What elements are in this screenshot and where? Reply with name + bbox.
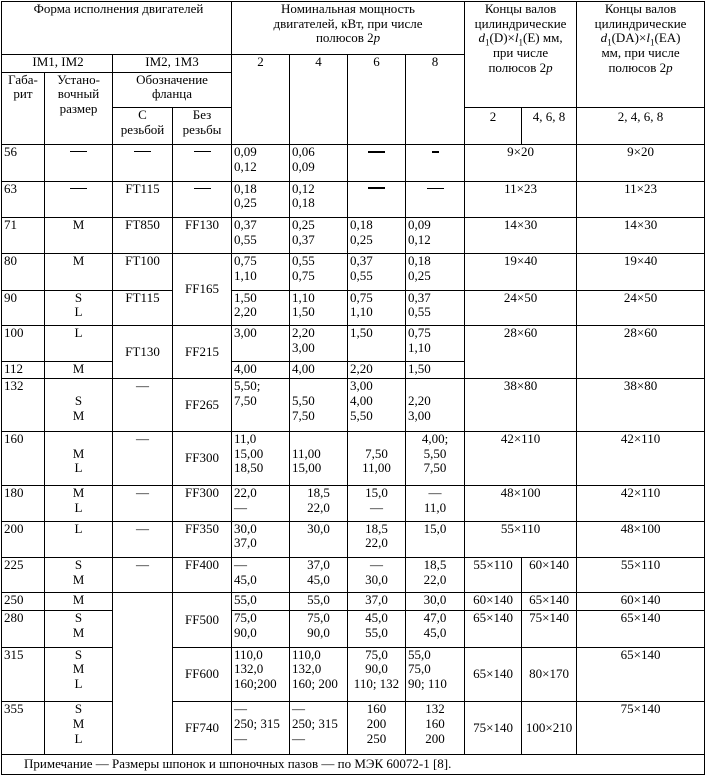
power-2-cell: 5,50; 7,50 bbox=[232, 379, 290, 431]
shaft-im2-cell: 11×23 bbox=[577, 181, 705, 217]
frame-cell: 250 bbox=[2, 593, 45, 611]
power-header: Номинальная мощность двигателей, кВт, при числе полюсов 2p bbox=[232, 2, 465, 55]
shaft-468-cell: 60×140 bbox=[522, 557, 577, 592]
frame-cell: 355 bbox=[2, 702, 45, 754]
power-6-cell bbox=[348, 181, 406, 217]
shaft-im2-cell: 14×30 bbox=[577, 217, 705, 253]
power-8-cell: 132 160 200 bbox=[406, 702, 465, 754]
threaded-header: С резьбой bbox=[113, 107, 173, 144]
frame-cell: 56 bbox=[2, 145, 45, 181]
table-row bbox=[2, 254, 705, 290]
frame-cell: 63 bbox=[2, 181, 45, 217]
mount-cell: S M L bbox=[45, 702, 113, 754]
poles-6-header: 6 bbox=[348, 55, 406, 145]
mount-cell: S M L bbox=[45, 647, 113, 701]
shaft-cell: 11×23 bbox=[465, 181, 577, 217]
mount-cell: M L bbox=[45, 431, 113, 485]
power-4-cell: 0,12 0,18 bbox=[290, 181, 348, 217]
power-4-cell: 2,20 3,00 bbox=[290, 325, 348, 361]
frame-cell: 112 bbox=[2, 362, 45, 379]
unthreaded-cell: FF600 bbox=[173, 647, 232, 701]
power-6-cell: 75,0 90,0 110; 132 bbox=[348, 647, 406, 701]
power-6-cell: 18,5 22,0 bbox=[348, 521, 406, 557]
power-2-cell: 22,0 — bbox=[232, 486, 290, 521]
threaded-cell bbox=[113, 145, 173, 181]
power-4-cell: 0,25 0,37 bbox=[290, 217, 348, 253]
frame-size-header: Габа- рит bbox=[2, 72, 45, 145]
shaft-im2-cell: 38×80 bbox=[577, 379, 705, 431]
table-row bbox=[2, 290, 705, 325]
power-8-cell: 0,75 1,10 bbox=[406, 325, 465, 361]
power-6-cell: 37,0 bbox=[348, 593, 406, 611]
mount-cell: M bbox=[45, 217, 113, 253]
shaft-2-cell: 65×140 bbox=[465, 647, 522, 701]
poles-4-header: 4 bbox=[290, 55, 348, 145]
table-row bbox=[2, 754, 705, 774]
power-6-cell bbox=[348, 145, 406, 181]
shaft-2-cell: 55×110 bbox=[465, 557, 522, 592]
shaft-cell: 38×80 bbox=[465, 379, 577, 431]
power-2-cell: 110,0 132,0 160;200 bbox=[232, 647, 290, 701]
table-note: Примечание — Размеры шпонок и шпоночных пазов — по МЭК 60072-1 [8]. bbox=[2, 754, 705, 774]
frame-cell: 90 bbox=[2, 290, 45, 325]
power-4-cell: 37,0 45,0 bbox=[290, 557, 348, 592]
threaded-cell: — bbox=[113, 431, 173, 485]
table-row bbox=[2, 486, 705, 521]
power-8-cell: 4,00; 5,50 7,50 bbox=[406, 431, 465, 485]
unthreaded-cell: FF300 bbox=[173, 486, 232, 521]
mount-cell: S L bbox=[45, 290, 113, 325]
unthreaded-cell: FF165 bbox=[173, 254, 232, 326]
power-2-cell: 75,0 90,0 bbox=[232, 611, 290, 647]
threaded-cell: — bbox=[113, 486, 173, 521]
power-2-cell: 0,37 0,55 bbox=[232, 217, 290, 253]
shaft-header-im2: Концы валов цилиндрические $d_1(DA)\times l_1(EA)$ мм, при числе полюсов 2p bbox=[577, 2, 705, 108]
threaded-cell: FT115 bbox=[113, 181, 173, 217]
shaft-cell: 55×110 bbox=[465, 521, 577, 557]
unthreaded-cell: FF300 bbox=[173, 431, 232, 485]
mount-cell: S M bbox=[45, 557, 113, 592]
power-2-cell: 30,0 37,0 bbox=[232, 521, 290, 557]
shaft-im2-cell: 42×110 bbox=[577, 486, 705, 521]
shaft-im2-cell: 48×100 bbox=[577, 521, 705, 557]
mount-cell: S M bbox=[45, 379, 113, 431]
shaft-2-cell: 60×140 bbox=[465, 593, 522, 611]
shaft-cell: 14×30 bbox=[465, 217, 577, 253]
threaded-cell: — bbox=[113, 379, 173, 431]
mount-size-header: Устано- вочный размер bbox=[45, 72, 113, 145]
power-8-cell: 47,0 45,0 bbox=[406, 611, 465, 647]
shaft-im2-cell: 9×20 bbox=[577, 145, 705, 181]
table-row bbox=[2, 181, 705, 217]
power-6-cell: 160 200 250 bbox=[348, 702, 406, 754]
unthreaded-cell bbox=[173, 145, 232, 181]
power-2-cell: 55,0 bbox=[232, 593, 290, 611]
power-8-cell: 0,18 0,25 bbox=[406, 254, 465, 290]
shaft-468-cell: 65×140 bbox=[522, 593, 577, 611]
table-row bbox=[2, 431, 705, 485]
shaft-im2-cell: 42×110 bbox=[577, 431, 705, 485]
frame-cell: 160 bbox=[2, 431, 45, 485]
shaft-cell: 42×110 bbox=[465, 431, 577, 485]
power-6-cell: 0,18 0,25 bbox=[348, 217, 406, 253]
power-4-cell: 1,10 1,50 bbox=[290, 290, 348, 325]
shaft-poles-468-header: 4, 6, 8 bbox=[522, 107, 577, 144]
frame-cell: 80 bbox=[2, 254, 45, 290]
unthreaded-cell: FF350 bbox=[173, 521, 232, 557]
power-8-cell: 55,0 75,0 90; 110 bbox=[406, 647, 465, 701]
power-4-cell: 55,0 bbox=[290, 593, 348, 611]
table-row bbox=[2, 593, 705, 611]
power-8-cell: 18,5 22,0 bbox=[406, 557, 465, 592]
frame-cell: 200 bbox=[2, 521, 45, 557]
table-row bbox=[2, 217, 705, 253]
power-2-cell: 4,00 bbox=[232, 362, 290, 379]
shaft-im2-cell: 19×40 bbox=[577, 254, 705, 290]
power-4-cell: — 250; 315 — bbox=[290, 702, 348, 754]
shaft-im2-cell: 65×140 bbox=[577, 647, 705, 701]
shaft-2-cell: 65×140 bbox=[465, 611, 522, 647]
shaft-cell: 9×20 bbox=[465, 145, 577, 181]
shaft-header-im1: Концы валов цилиндрические $d_1(D)\times l_1(E)$ мм, при числе полюсов 2p bbox=[465, 2, 577, 108]
table-row bbox=[2, 702, 705, 754]
shaft-468-cell: 80×170 bbox=[522, 647, 577, 701]
mount-cell bbox=[45, 145, 113, 181]
threaded-cell: — bbox=[113, 557, 173, 592]
shaft-im2-cell: 24×50 bbox=[577, 290, 705, 325]
mount-cell: L bbox=[45, 325, 113, 361]
poles-8-header: 8 bbox=[406, 55, 465, 145]
power-6-cell: 3,00 4,00 5,50 bbox=[348, 379, 406, 431]
power-4-cell: 11,00 15,00 bbox=[290, 431, 348, 485]
table-row bbox=[2, 145, 705, 181]
mount-cell: M bbox=[45, 593, 113, 611]
frame-cell: 315 bbox=[2, 647, 45, 701]
power-4-cell: 4,00 bbox=[290, 362, 348, 379]
shaft-im2-cell: 60×140 bbox=[577, 593, 705, 611]
power-8-cell bbox=[406, 145, 465, 181]
power-2-cell: 0,75 1,10 bbox=[232, 254, 290, 290]
power-8-cell: — 11,0 bbox=[406, 486, 465, 521]
power-6-cell: 45,0 55,0 bbox=[348, 611, 406, 647]
design-form-header: Форма исполнения двигателей bbox=[2, 2, 232, 55]
unthreaded-cell bbox=[173, 181, 232, 217]
frame-cell: 132 bbox=[2, 379, 45, 431]
frame-cell: 280 bbox=[2, 611, 45, 647]
unthreaded-cell: FF215 bbox=[173, 325, 232, 378]
table-row bbox=[2, 379, 705, 431]
unthreaded-header: Без резьбы bbox=[173, 107, 232, 144]
shaft-im2-cell: 65×140 bbox=[577, 611, 705, 647]
shaft-468-cell: 100×210 bbox=[522, 702, 577, 754]
power-8-cell: 0,09 0,12 bbox=[406, 217, 465, 253]
shaft-cell: 19×40 bbox=[465, 254, 577, 290]
power-4-cell: 18,5 22,0 bbox=[290, 486, 348, 521]
power-2-cell: 3,00 bbox=[232, 325, 290, 361]
mount-cell bbox=[45, 181, 113, 217]
power-4-cell: 0,06 0,09 bbox=[290, 145, 348, 181]
shaft-cell: 24×50 bbox=[465, 290, 577, 325]
mount-cell: L bbox=[45, 521, 113, 557]
shaft-2-cell: 75×140 bbox=[465, 702, 522, 754]
unthreaded-cell: FF740 bbox=[173, 702, 232, 754]
threaded-cell: — bbox=[113, 521, 173, 557]
shaft-cell: 48×100 bbox=[465, 486, 577, 521]
unthreaded-cell: FF400 bbox=[173, 557, 232, 592]
frame-cell: 225 bbox=[2, 557, 45, 592]
mount-cell: M bbox=[45, 254, 113, 290]
power-4-cell: 0,55 0,75 bbox=[290, 254, 348, 290]
threaded-cell: FT100 bbox=[113, 254, 173, 290]
table-row bbox=[2, 557, 705, 592]
motor-specs-table bbox=[1, 1, 705, 775]
threaded-cell bbox=[113, 593, 173, 754]
shaft-im2-cell: 28×60 bbox=[577, 325, 705, 378]
threaded-cell: FT115 bbox=[113, 290, 173, 325]
unthreaded-cell: FF265 bbox=[173, 379, 232, 431]
shaft-cell: 28×60 bbox=[465, 325, 577, 378]
power-8-cell: 1,50 bbox=[406, 362, 465, 379]
power-8-cell: 30,0 bbox=[406, 593, 465, 611]
frame-cell: 100 bbox=[2, 325, 45, 361]
power-2-cell: — 250; 315 — bbox=[232, 702, 290, 754]
threaded-cell: FT130 bbox=[113, 325, 173, 378]
mount-cell: M L bbox=[45, 486, 113, 521]
table-row bbox=[2, 325, 705, 361]
power-8-cell: 15,0 bbox=[406, 521, 465, 557]
power-8-cell bbox=[406, 181, 465, 217]
power-6-cell: 15,0 — bbox=[348, 486, 406, 521]
power-6-cell: 2,20 bbox=[348, 362, 406, 379]
frame-cell: 71 bbox=[2, 217, 45, 253]
power-4-cell: 110,0 132,0 160; 200 bbox=[290, 647, 348, 701]
threaded-cell: FT850 bbox=[113, 217, 173, 253]
mount-cell: M bbox=[45, 362, 113, 379]
power-2-cell: — 45,0 bbox=[232, 557, 290, 592]
power-6-cell: 0,37 0,55 bbox=[348, 254, 406, 290]
power-4-cell: 30,0 bbox=[290, 521, 348, 557]
flange-header: Обозначение фланца bbox=[113, 72, 232, 107]
shaft-468-cell: 75×140 bbox=[522, 611, 577, 647]
power-4-cell: 75,0 90,0 bbox=[290, 611, 348, 647]
unthreaded-cell: FF130 bbox=[173, 217, 232, 253]
power-6-cell: 0,75 1,10 bbox=[348, 290, 406, 325]
shaft-poles-all-header: 2, 4, 6, 8 bbox=[577, 107, 705, 144]
power-2-cell: 0,18 0,25 bbox=[232, 181, 290, 217]
table-row bbox=[2, 611, 705, 647]
shaft-im2-cell: 75×140 bbox=[577, 702, 705, 754]
table-row bbox=[2, 521, 705, 557]
poles-2-header: 2 bbox=[232, 55, 290, 145]
table-row bbox=[2, 647, 705, 701]
shaft-im2-cell: 55×110 bbox=[577, 557, 705, 592]
power-6-cell: 7,50 11,00 bbox=[348, 431, 406, 485]
im1-header: IM1, IM2 bbox=[2, 55, 113, 72]
im2-header: IM2, 1M3 bbox=[113, 55, 232, 72]
power-8-cell: 2,20 3,00 bbox=[406, 379, 465, 431]
power-6-cell: — 30,0 bbox=[348, 557, 406, 592]
unthreaded-cell: FF500 bbox=[173, 593, 232, 647]
shaft-poles-2-header: 2 bbox=[465, 107, 522, 144]
power-2-cell: 11,0 15,00 18,50 bbox=[232, 431, 290, 485]
mount-cell: S M bbox=[45, 611, 113, 647]
power-4-cell: 5,50 7,50 bbox=[290, 379, 348, 431]
power-2-cell: 1,50 2,20 bbox=[232, 290, 290, 325]
power-6-cell: 1,50 bbox=[348, 325, 406, 361]
frame-cell: 180 bbox=[2, 486, 45, 521]
power-8-cell: 0,37 0,55 bbox=[406, 290, 465, 325]
power-2-cell: 0,09 0,12 bbox=[232, 145, 290, 181]
